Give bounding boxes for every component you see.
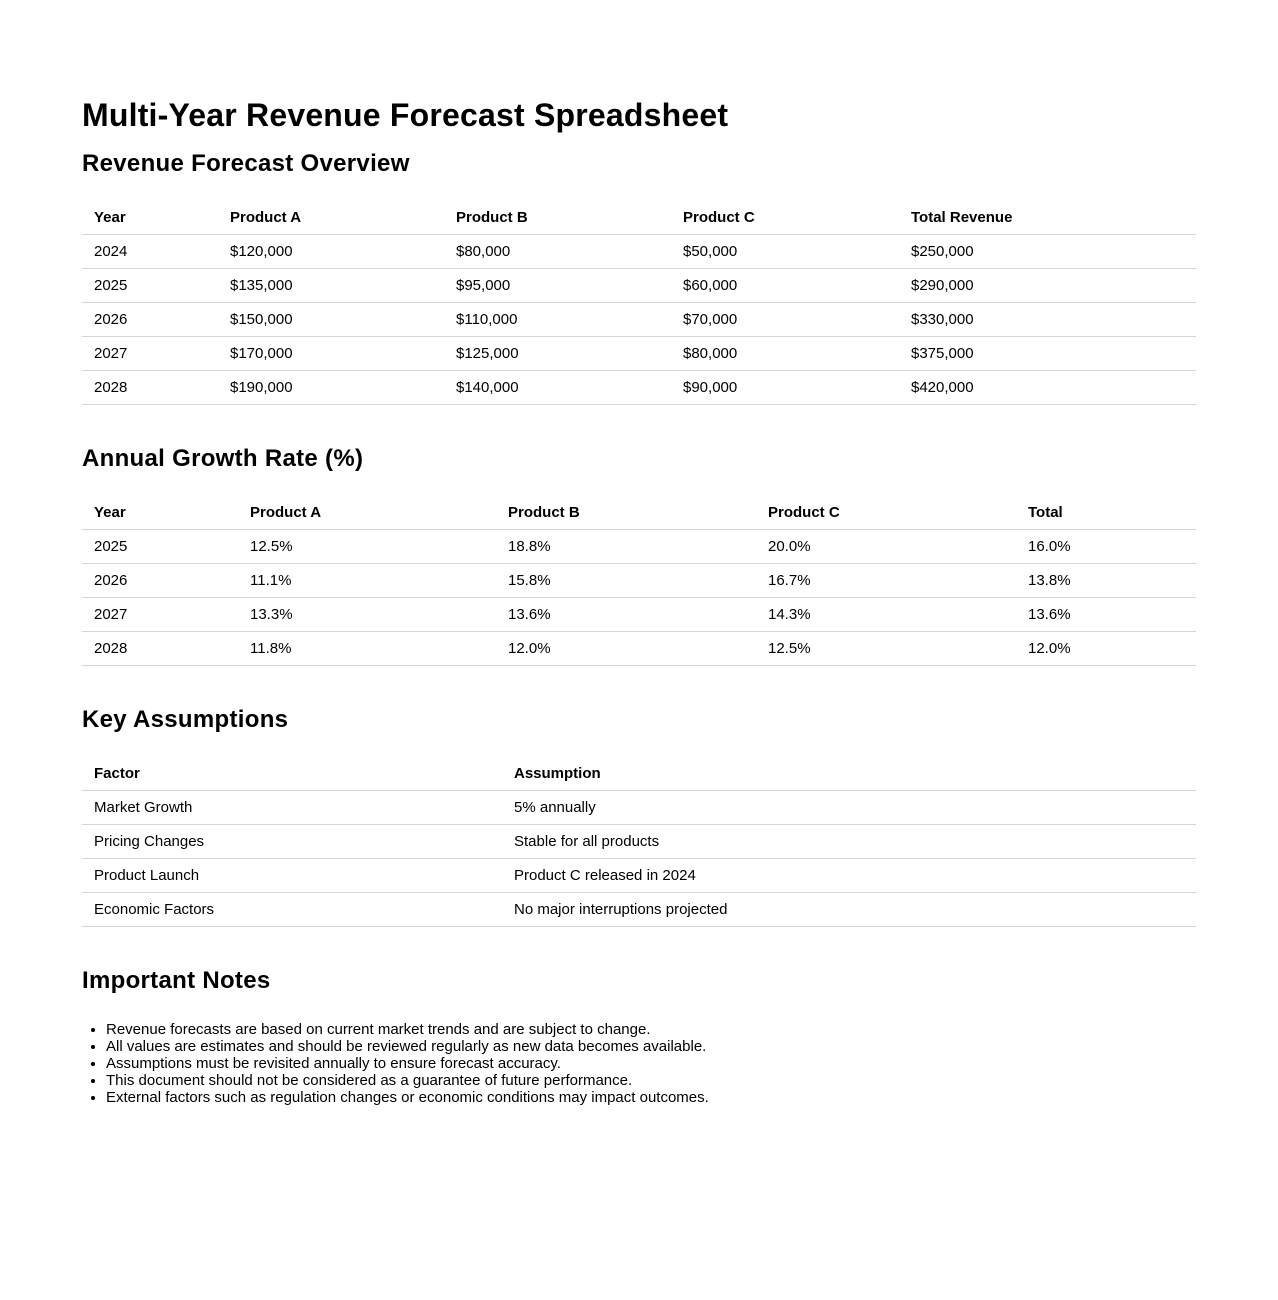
table-header-row [82, 756, 1196, 791]
table-row [82, 893, 1196, 927]
column-header: Product A [238, 495, 496, 530]
table-cell: 2025 [82, 269, 218, 303]
table-row [82, 337, 1196, 371]
table-row [82, 632, 1196, 666]
table-row [82, 269, 1196, 303]
revenue-overview-table [82, 200, 1196, 405]
key-assumptions-table [82, 756, 1196, 927]
table-row [82, 530, 1196, 564]
table-cell: Pricing Changes [82, 825, 502, 859]
table-cell: $420,000 [899, 371, 1196, 405]
table-cell: 13.6% [1016, 598, 1196, 632]
table-cell: $170,000 [218, 337, 444, 371]
table-cell: $80,000 [671, 337, 899, 371]
table-cell: 5% annually [502, 791, 1196, 825]
notes-list [82, 1021, 1196, 1106]
list-item: • This document should not be considered as a guarantee of future performance. [106, 1072, 1196, 1089]
table-cell: Product C released in 2024 [502, 859, 1196, 893]
table-cell: $375,000 [899, 337, 1196, 371]
notes-heading: Important Notes [82, 967, 271, 994]
table-cell: $90,000 [671, 371, 899, 405]
table-cell: Stable for all products [502, 825, 1196, 859]
table-cell: 13.8% [1016, 564, 1196, 598]
column-header: Product A [218, 200, 444, 235]
column-header: Factor [82, 756, 502, 791]
table-cell: $80,000 [444, 235, 671, 269]
table-cell: $190,000 [218, 371, 444, 405]
table-row [82, 825, 1196, 859]
table-cell: $50,000 [671, 235, 899, 269]
table-cell: $135,000 [218, 269, 444, 303]
table-header-row [82, 200, 1196, 235]
table-row [82, 859, 1196, 893]
table-cell: 2026 [82, 303, 218, 337]
table-cell: 12.5% [756, 632, 1016, 666]
overview-heading: Revenue Forecast Overview [82, 150, 410, 177]
table-cell: 13.6% [496, 598, 756, 632]
column-header: Year [82, 495, 238, 530]
column-header: Product C [671, 200, 899, 235]
table-cell: Product Launch [82, 859, 502, 893]
table-cell: $290,000 [899, 269, 1196, 303]
table-cell: 20.0% [756, 530, 1016, 564]
column-header: Assumption [502, 756, 1196, 791]
table-cell: 2027 [82, 598, 238, 632]
growth-heading: Annual Growth Rate (%) [82, 445, 364, 472]
table-cell: 2027 [82, 337, 218, 371]
table-cell: 13.3% [238, 598, 496, 632]
table-cell: 2026 [82, 564, 238, 598]
assumptions-heading: Key Assumptions [82, 706, 289, 733]
table-cell: $140,000 [444, 371, 671, 405]
table-cell: 12.5% [238, 530, 496, 564]
table-cell: Market Growth [82, 791, 502, 825]
column-header: Year [82, 200, 218, 235]
table-row [82, 791, 1196, 825]
column-header: Product B [496, 495, 756, 530]
table-cell: Economic Factors [82, 893, 502, 927]
table-cell: $150,000 [218, 303, 444, 337]
table-row [82, 598, 1196, 632]
table-cell: 18.8% [496, 530, 756, 564]
table-row [82, 564, 1196, 598]
list-item: • All values are estimates and should be reviewed regularly as new data becomes available. [106, 1038, 1196, 1055]
table-row [82, 303, 1196, 337]
table-cell: $250,000 [899, 235, 1196, 269]
table-cell: 2025 [82, 530, 238, 564]
table-cell: No major interruptions projected [502, 893, 1196, 927]
page-title: Multi-Year Revenue Forecast Spreadsheet [82, 97, 729, 133]
table-cell: $330,000 [899, 303, 1196, 337]
table-cell: $95,000 [444, 269, 671, 303]
table-row [82, 371, 1196, 405]
column-header: Product B [444, 200, 671, 235]
list-item: • Assumptions must be revisited annually to ensure forecast accuracy. [106, 1055, 1196, 1072]
table-cell: 16.7% [756, 564, 1016, 598]
table-cell: 11.1% [238, 564, 496, 598]
list-item: • External factors such as regulation changes or economic conditions may impact outcomes. [106, 1089, 1196, 1106]
table-cell: 16.0% [1016, 530, 1196, 564]
table-cell: $70,000 [671, 303, 899, 337]
table-row [82, 235, 1196, 269]
list-item: • Revenue forecasts are based on current market trends and are subject to change. [106, 1021, 1196, 1038]
table-header-row [82, 495, 1196, 530]
column-header: Total [1016, 495, 1196, 530]
table-cell: $120,000 [218, 235, 444, 269]
column-header: Product C [756, 495, 1016, 530]
table-cell: $110,000 [444, 303, 671, 337]
table-cell: 2024 [82, 235, 218, 269]
table-cell: 2028 [82, 371, 218, 405]
growth-rate-table [82, 495, 1196, 666]
table-cell: 14.3% [756, 598, 1016, 632]
table-cell: 12.0% [1016, 632, 1196, 666]
table-cell: $125,000 [444, 337, 671, 371]
table-cell: 2028 [82, 632, 238, 666]
table-cell: 15.8% [496, 564, 756, 598]
table-cell: 11.8% [238, 632, 496, 666]
table-cell: 12.0% [496, 632, 756, 666]
table-cell: $60,000 [671, 269, 899, 303]
column-header: Total Revenue [899, 200, 1196, 235]
